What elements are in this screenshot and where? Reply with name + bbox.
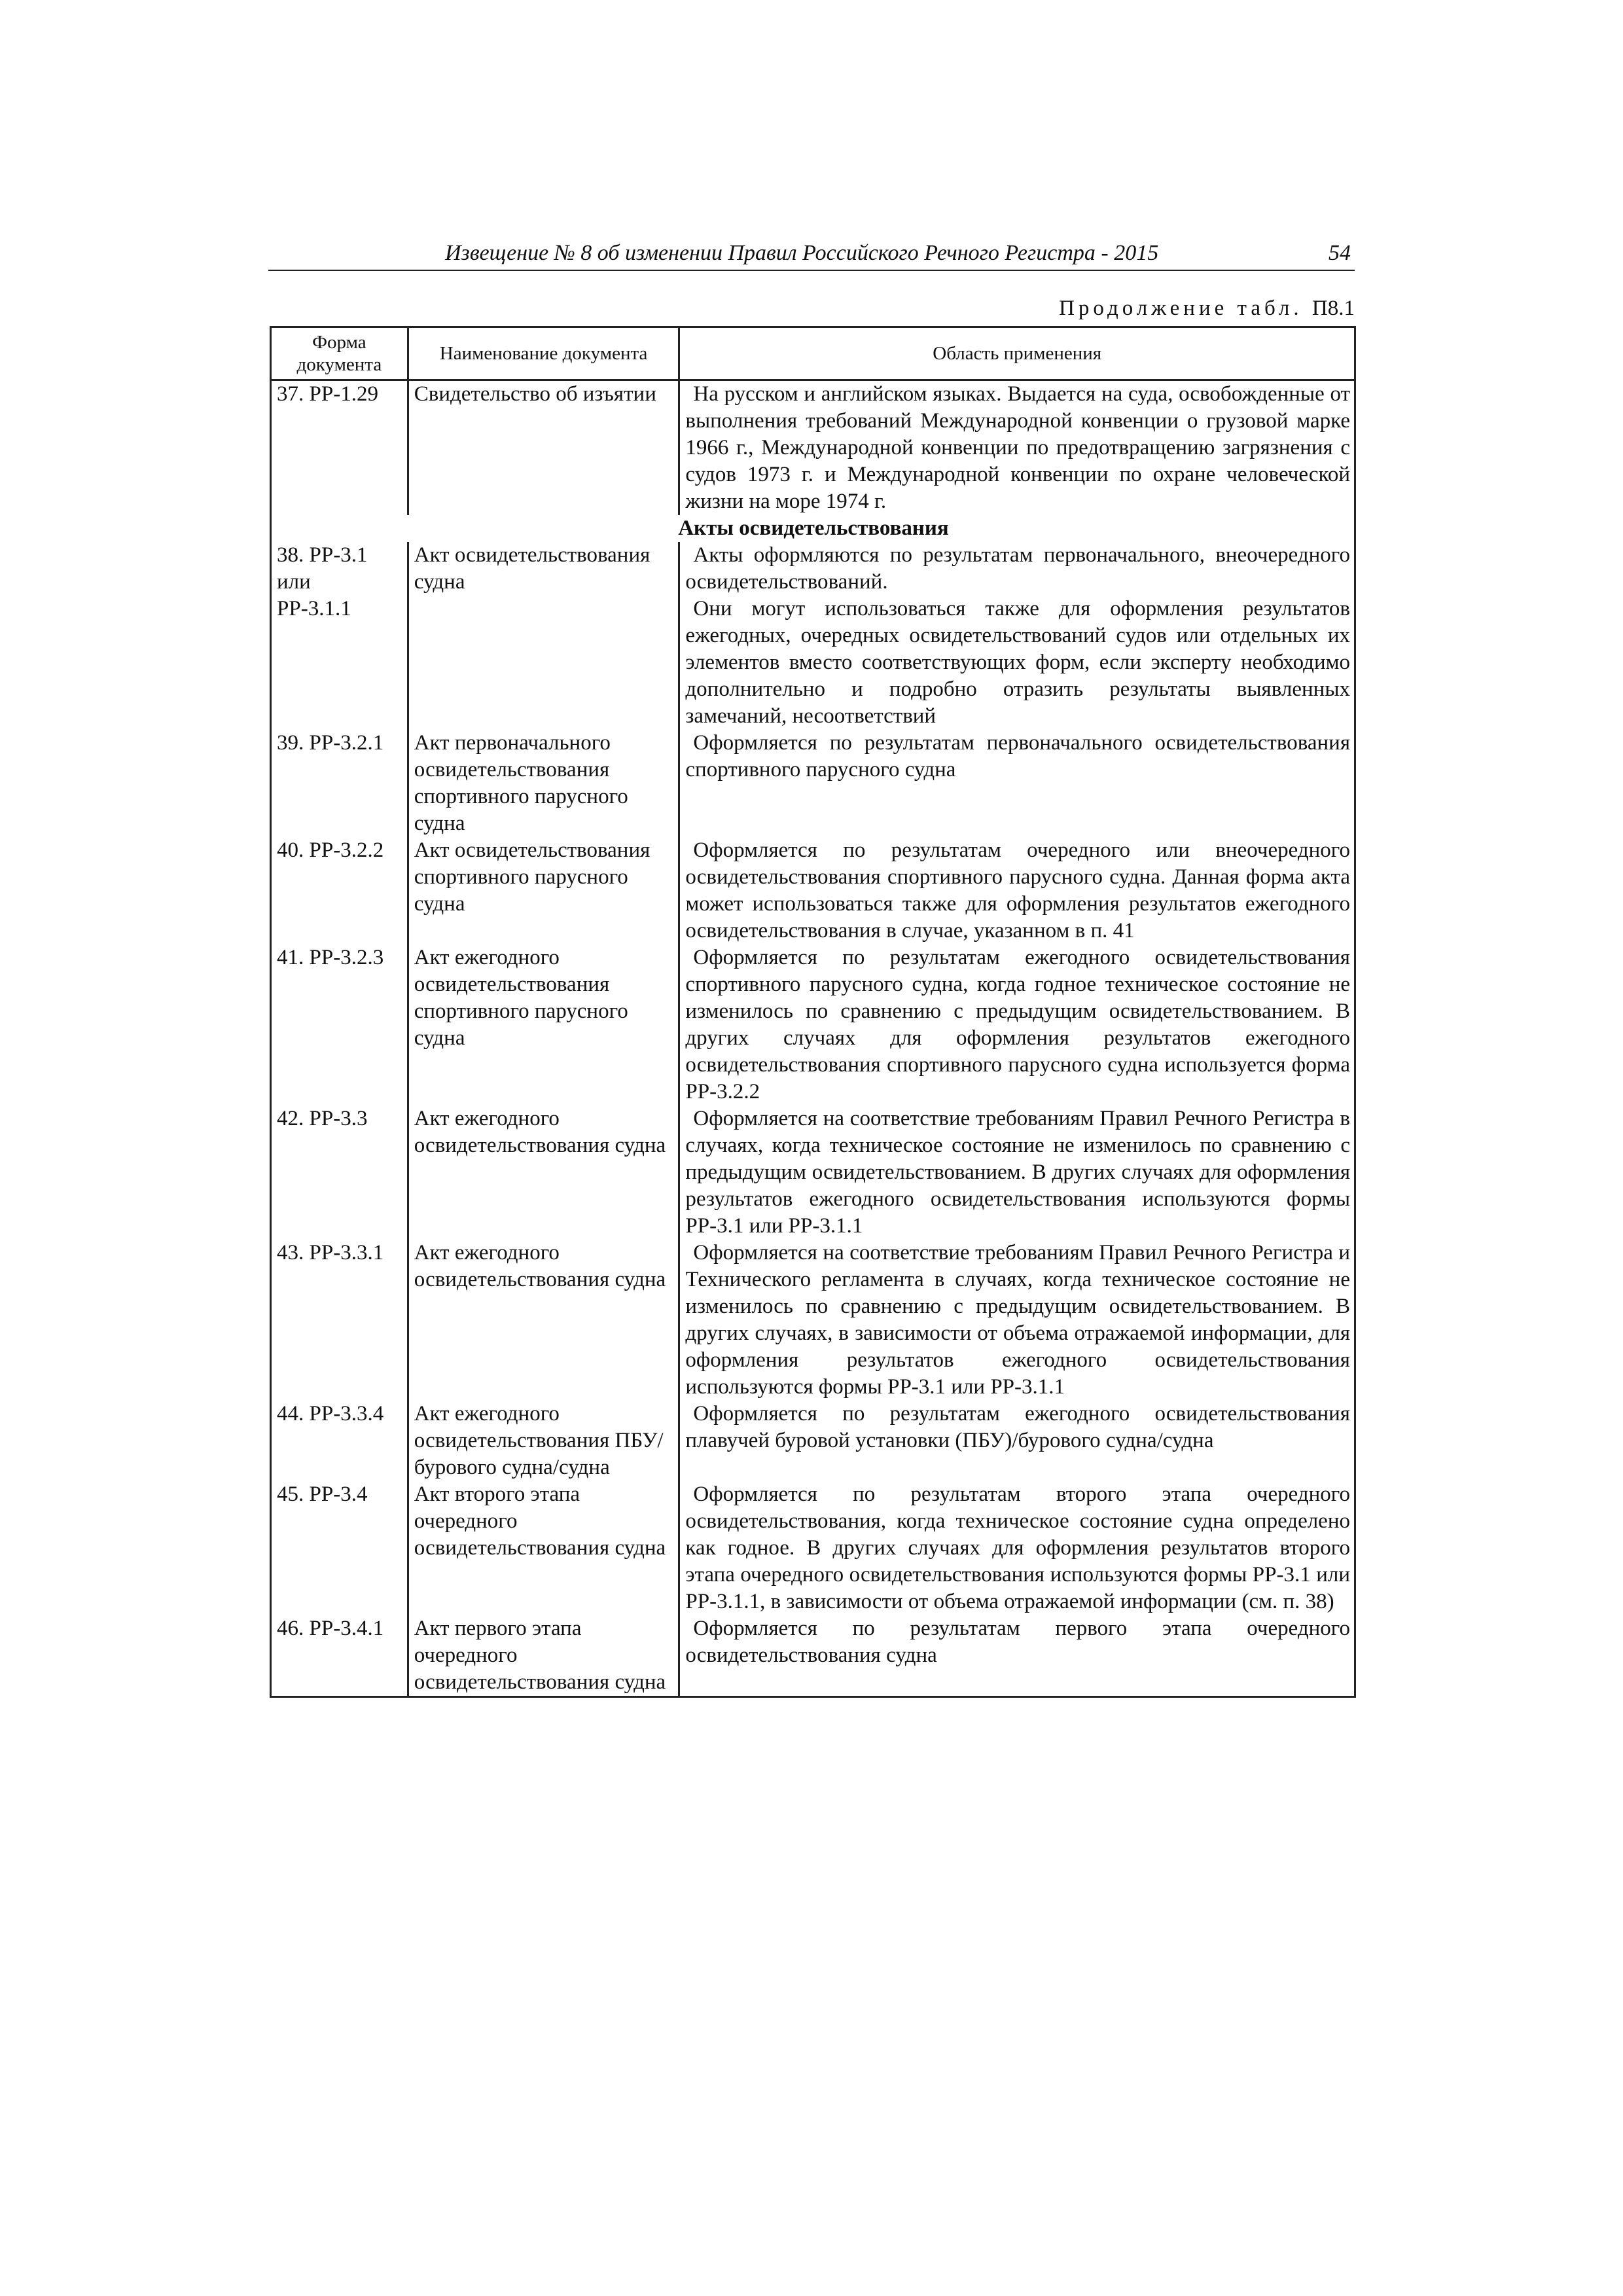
- scope-text: Оформляется по результатам второго этапа очередного освидетельствования, когда техническое состояние судна определено как годное. В других случаях для оформления результатов второго этапа очередного освидетельствования используются формы РР-3.1 или РР-3.1.1, в зависимости от объема отражаемой информации (см. п. 38): [685, 1482, 1350, 1613]
- continuation-text: Продолжение табл.: [1059, 296, 1303, 320]
- scope-cell: [679, 837, 1355, 944]
- page-number: 54: [1329, 241, 1351, 265]
- table-row: [271, 1615, 1355, 1697]
- form-cell: 38. РР-3.1 или РР-3.1.1: [271, 542, 408, 730]
- table-row: [271, 1105, 1355, 1240]
- scope-paragraph: Акты оформляются по результатам первоначального, внеочередного освидетельствований.: [685, 543, 1350, 594]
- scope-text: Оформляется по результатам ежегодного освидетельствования плавучей буровой установки (ПБУ)/бурового судна/судна: [685, 1402, 1350, 1452]
- scope-text: Оформляется на соответствие требованиям Правил Речного Регистра в случаях, когда техническое состояние не изменилось по сравнению с предыдущим освидетельствованием. В других случаях для оформления результатов ежегодного освидетельствования используются формы РР-3.1 или РР-3.1.1: [685, 1107, 1350, 1238]
- form-cell: 45. РР-3.4: [271, 1481, 408, 1615]
- scope-cell: [679, 1240, 1355, 1401]
- form-cell: 37. РР-1.29: [271, 380, 408, 516]
- scope-text: Оформляется по результатам ежегодного освидетельствования спортивного парусного судна, когда годное техническое состояние не изменилось по сравнению с предыдущим освидетельствованием. В других случаях для оформления результатов ежегодного освидетельствования спортивного парусного судна используется форма РР-3.2.2: [685, 946, 1350, 1103]
- table-row: [271, 944, 1355, 1105]
- scope-text: На русском и английском языках. Выдается на суда, освобожденные от выполнения требований Международной конвенции о грузовой марке 1966 г., Международной конвенции по предотвращению загрязнения с судов 1973 г. и Международной конвенции по охране человеческой жизни на море 1974 г.: [685, 382, 1350, 513]
- table-row: [271, 542, 1355, 730]
- name-cell: Акт второго этапа очередного освидетельствования судна: [408, 1481, 679, 1615]
- column-header-scope: Область применения: [679, 327, 1355, 380]
- column-header-form: Форма документа: [271, 327, 408, 380]
- scope-cell: [679, 1481, 1355, 1615]
- name-cell: Акт ежегодного освидетельствования спортивного парусного судна: [408, 944, 679, 1105]
- name-cell: Акт ежегодного освидетельствования ПБУ/бурового судна/судна: [408, 1401, 679, 1481]
- table-header-row: [271, 327, 1355, 380]
- scope-cell: [679, 542, 1355, 730]
- documents-table: [270, 326, 1356, 1698]
- scope-text: Оформляется на соответствие требованиям Правил Речного Регистра и Технического регламента в случаях, когда техническое состояние не изменилось по сравнению с предыдущим освидетельствованием. В других случаях, в зависимости от объема отражаемой информации, для оформления результатов ежегодного освидетельствования используются формы РР-3.1 или РР-3.1.1: [685, 1241, 1350, 1399]
- scope-paragraph: Они могут использоваться также для оформления результатов ежегодных, очередных освидетельствований судов или отдельных их элементов вместо соответствующих форм, если эксперту необходимо дополнительно и подробно отразить результаты выявленных замечаний, несоответствий: [685, 597, 1350, 728]
- page-header: [268, 237, 1355, 271]
- scope-text: Оформляется по результатам первого этапа очередного освидетельствования судна: [685, 1617, 1350, 1667]
- table-row: [271, 1481, 1355, 1615]
- form-cell: 42. РР-3.3: [271, 1105, 408, 1240]
- table-row: [271, 1401, 1355, 1481]
- form-cell: 43. РР-3.3.1: [271, 1240, 408, 1401]
- table-row: [271, 730, 1355, 837]
- scope-cell: [679, 1105, 1355, 1240]
- form-cell: 46. РР-3.4.1: [271, 1615, 408, 1697]
- table-continuation-label: [1059, 296, 1355, 321]
- section-row: [271, 515, 1355, 542]
- name-cell: Акт освидетельствования судна: [408, 542, 679, 730]
- scope-cell: [679, 1615, 1355, 1697]
- scope-cell: [679, 380, 1355, 516]
- form-cell: 40. РР-3.2.2: [271, 837, 408, 944]
- table-row: [271, 1240, 1355, 1401]
- table-id: П8.1: [1311, 296, 1355, 320]
- scope-cell: [679, 944, 1355, 1105]
- table-row: [271, 837, 1355, 944]
- name-cell: Акт первоначального освидетельствования спортивного парусного судна: [408, 730, 679, 837]
- name-cell: Акт освидетельствования спортивного парусного судна: [408, 837, 679, 944]
- table-row: [271, 380, 1355, 516]
- header-title: Извещение № 8 об изменении Правил Российского Речного Регистра - 2015: [445, 241, 1159, 265]
- column-header-name: Наименование документа: [408, 327, 679, 380]
- scope-text: Оформляется по результатам очередного или внеочередного освидетельствования спортивного парусного судна. Данная форма акта может использоваться также для оформления результатов ежегодного освидетельствования в случае, указанном в п. 41: [685, 838, 1350, 942]
- scope-cell: [679, 1401, 1355, 1481]
- name-cell: Свидетельство об изъятии: [408, 380, 679, 516]
- name-cell: Акт первого этапа очередного освидетельствования судна: [408, 1615, 679, 1697]
- form-cell: 41. РР-3.2.3: [271, 944, 408, 1105]
- scope-cell: [679, 730, 1355, 837]
- form-cell: 39. РР-3.2.1: [271, 730, 408, 837]
- section-title: Акты освидетельствования: [271, 515, 1355, 542]
- scope-text: Оформляется по результатам первоначального освидетельствования спортивного парусного судна: [685, 731, 1350, 781]
- form-cell: 44. РР-3.3.4: [271, 1401, 408, 1481]
- name-cell: Акт ежегодного освидетельствования судна: [408, 1105, 679, 1240]
- name-cell: Акт ежегодного освидетельствования судна: [408, 1240, 679, 1401]
